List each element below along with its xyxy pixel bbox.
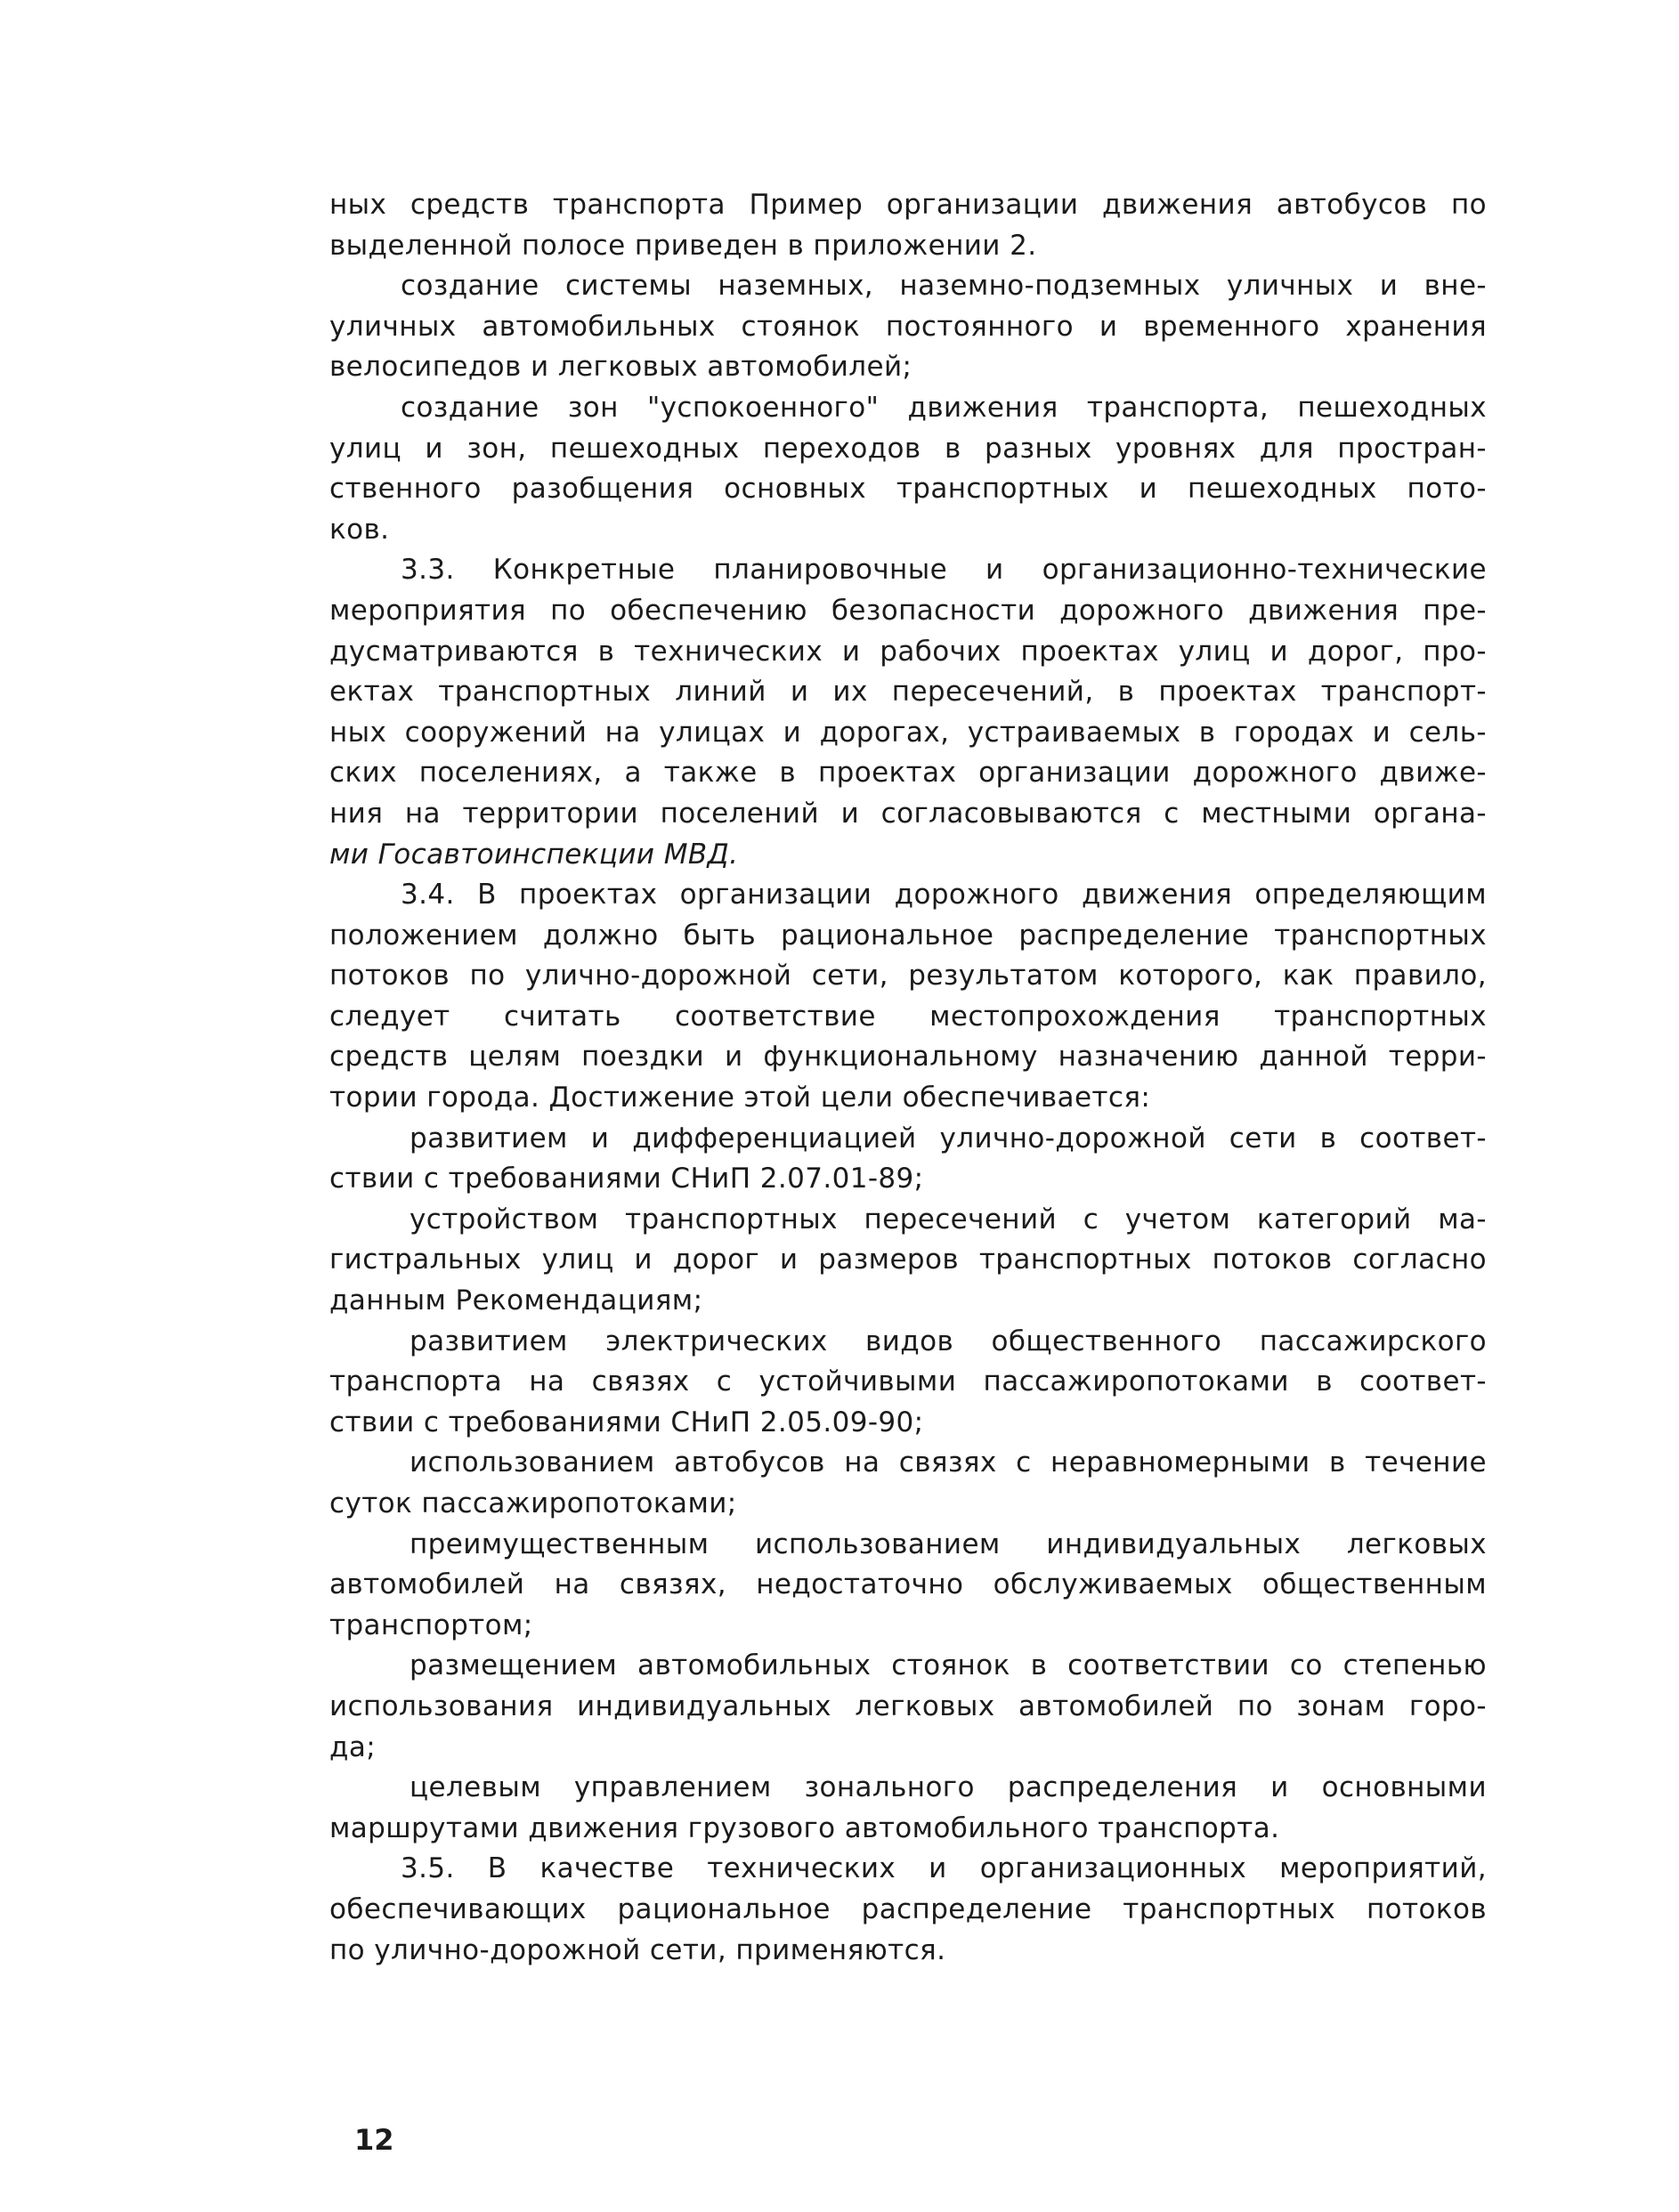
- text-line: уличных автомобильных стоянок постоянного и временного хранения: [329, 310, 1487, 343]
- text-line: автомобилей на связях, недостаточно обслуживаемых общественным: [329, 1568, 1487, 1601]
- text-line: ектах транспортных линий и их пересечений, в проектах транспорт-: [329, 676, 1487, 709]
- text-line: маршрутами движения грузового автомобильного транспорта.: [329, 1811, 1280, 1844]
- text-line: выделенной полосе приведен в приложении 2.: [329, 229, 1037, 262]
- text-line: по улично-дорожной сети, применяются.: [329, 1933, 946, 1966]
- text-line: ственного разобщения основных транспортных и пешеходных пото-: [329, 473, 1487, 506]
- list-item-line: размещением автомобильных стоянок в соответствии со степенью: [410, 1649, 1487, 1682]
- body-text: [329, 185, 1487, 1971]
- text-line: ния на территории поселений и согласовываются с местными органа-: [329, 797, 1487, 830]
- text-line: транспорта на связях с устойчивыми пассажиропотоками в соответ-: [329, 1365, 1487, 1398]
- text-line: ских поселениях, а также в проектах организации дорожного движе-: [329, 757, 1487, 790]
- text-line: использования индивидуальных легковых автомобилей по зонам горо-: [329, 1689, 1487, 1722]
- list-item-line: использованием автобусов на связях с неравномерными в течение: [410, 1446, 1487, 1479]
- section-heading-line: 3.4. В проектах организации дорожного движения определяющим: [401, 879, 1487, 912]
- text-line: да;: [329, 1730, 377, 1763]
- list-item-line: преимущественным использованием индивидуальных легковых: [410, 1527, 1487, 1560]
- text-line: ных сооружений на улицах и дорогах, устраиваемых в городах и сель-: [329, 716, 1487, 749]
- list-item-line: развитием электрических видов общественного пассажирского: [410, 1325, 1487, 1357]
- text-line: улиц и зон, пешеходных переходов в разных уровнях для простран-: [329, 432, 1487, 465]
- text-line: мероприятия по обеспечению безопасности дорожного движения пре-: [329, 594, 1487, 627]
- text-line: обеспечивающих рациональное распределение транспортных потоков: [329, 1892, 1487, 1925]
- text-line: потоков по улично-дорожной сети, результатом которого, как правило,: [329, 960, 1487, 993]
- text-line: транспортом;: [329, 1608, 533, 1641]
- page-number: 12: [354, 2123, 394, 2157]
- text-line: создание зон "успокоенного" движения транспорта, пешеходных: [401, 391, 1487, 424]
- list-item-line: целевым управлением зонального распределения и основными: [410, 1771, 1487, 1804]
- text-line: следует считать соответствие местопрохождения транспортных: [329, 1000, 1487, 1033]
- text-line: дусматриваются в технических и рабочих проектах улиц и дорог, про-: [329, 635, 1487, 668]
- text-line: тории города. Достижение этой цели обеспечивается:: [329, 1082, 1151, 1114]
- text-line: средств целям поездки и функциональному назначению данной терри-: [329, 1041, 1487, 1074]
- list-item-line: развитием и дифференциацией улично-дорожной сети в соответ-: [410, 1122, 1487, 1155]
- section-heading-line: 3.5. В качестве технических и организационных мероприятий,: [401, 1852, 1487, 1885]
- list-item-line: устройством транспортных пересечений с учетом категорий ма-: [410, 1203, 1487, 1236]
- text-line: положением должно быть рациональное распределение транспортных: [329, 919, 1487, 952]
- text-line: данным Рекомендациям;: [329, 1284, 703, 1317]
- text-line: ков.: [329, 513, 390, 546]
- text-line: гистральных улиц и дорог и размеров транспортных потоков согласно: [329, 1244, 1487, 1276]
- text-line: создание системы наземных, наземно-подземных уличных и вне-: [401, 270, 1487, 303]
- text-line: ствии с требованиями СНиП 2.05.09-90;: [329, 1406, 924, 1438]
- text-line: суток пассажиропотоками;: [329, 1487, 737, 1519]
- text-line: ных средств транспорта Пример организации движения автобусов по: [329, 189, 1487, 221]
- section-heading-line: 3.3. Конкретные планировочные и организационно-технические: [401, 554, 1487, 587]
- text-line: ми Госавтоинспекции МВД.: [329, 838, 739, 871]
- text-line: ствии с требованиями СНиП 2.07.01-89;: [329, 1163, 924, 1195]
- text-line: велосипедов и легковых автомобилей;: [329, 351, 912, 384]
